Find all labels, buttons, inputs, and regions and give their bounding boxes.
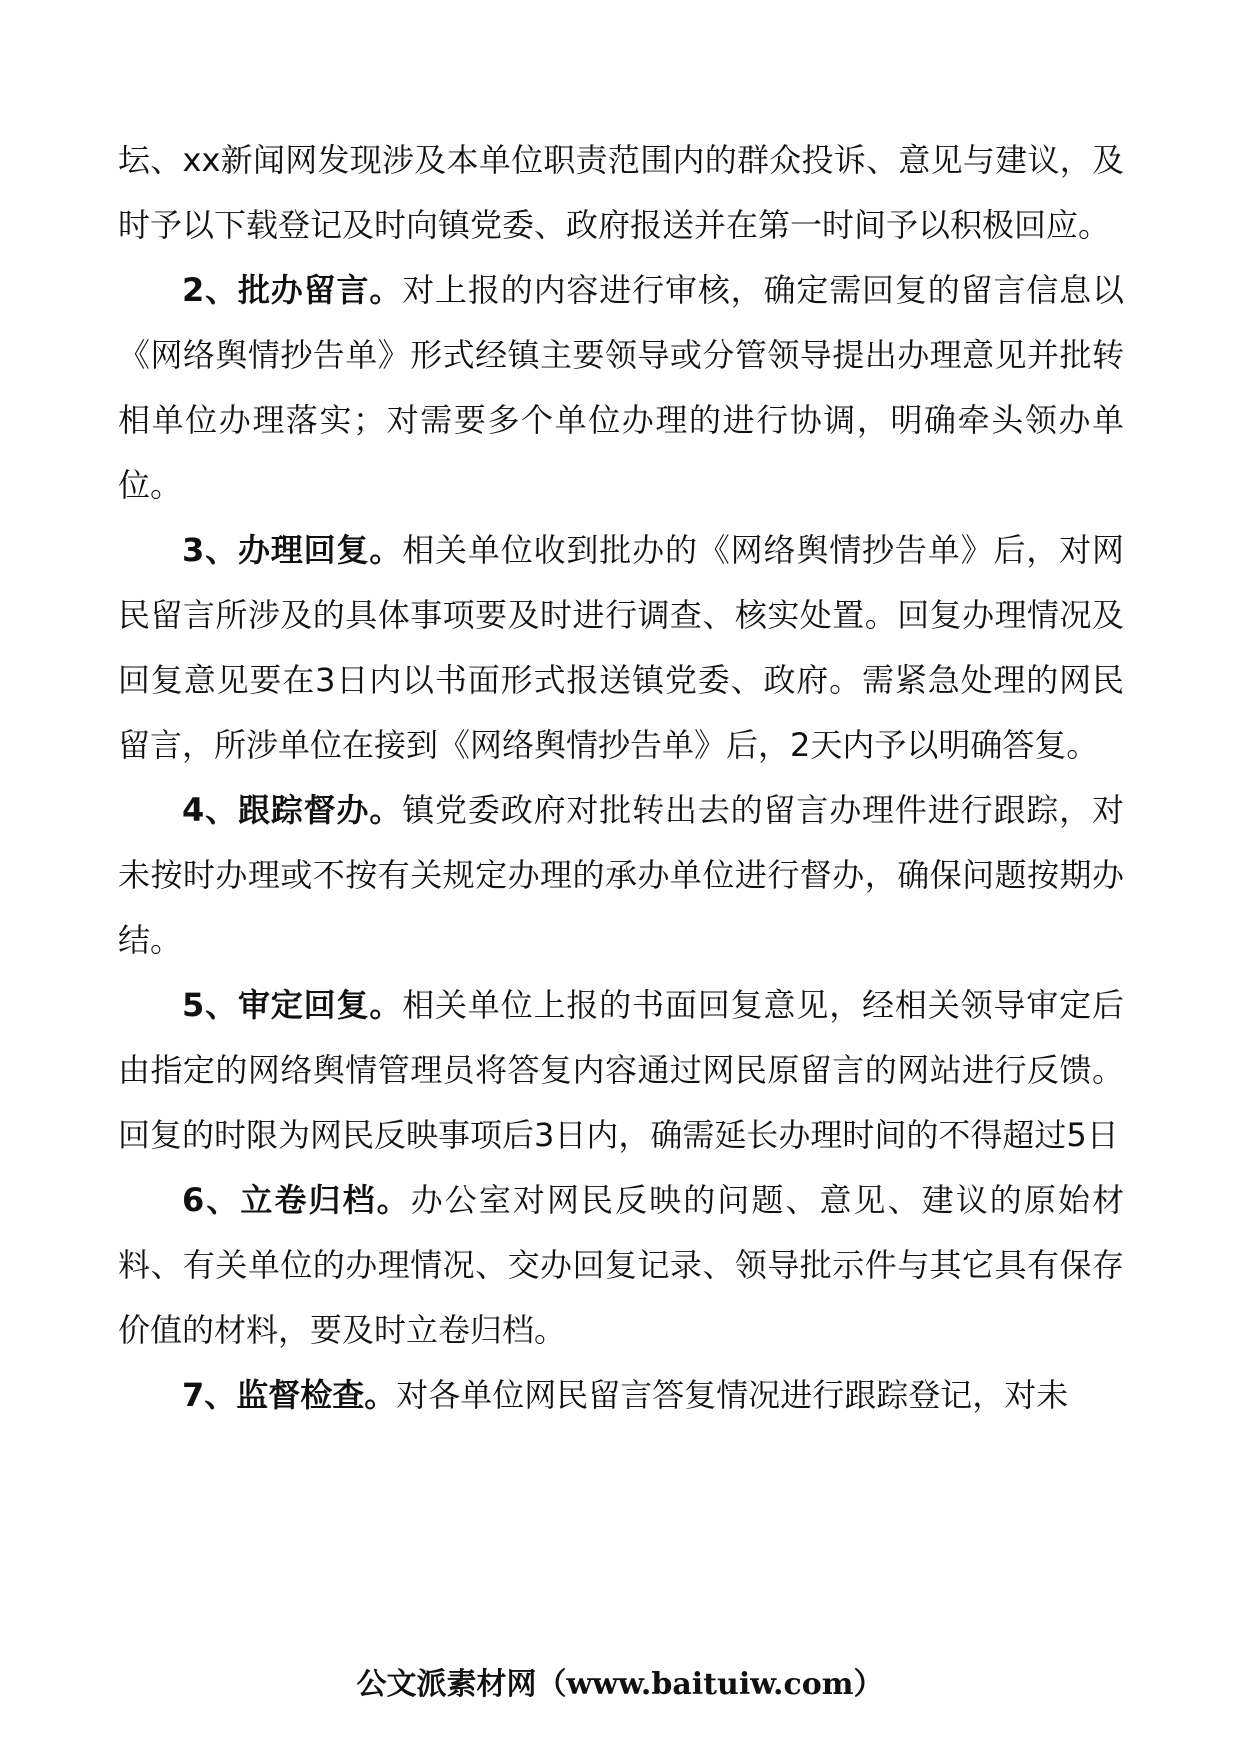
section-paragraph-6 — [118, 1168, 1124, 1363]
section-body-2: 对上报的内容进行审核，确定需回复的留言信息以《网络舆情抄告单》形式经镇主要领导或分管领导提出办理意见并批转相单位办理落实；对需要多个单位办理的进行协调，明确牵头领办单位。 — [118, 271, 1124, 504]
section-heading-3: 3、办理回复。 — [182, 531, 403, 569]
section-heading-5: 5、审定回复。 — [182, 986, 403, 1024]
section-paragraph-7 — [118, 1363, 1124, 1428]
section-paragraph-3 — [118, 518, 1124, 778]
section-paragraph-5 — [118, 973, 1124, 1168]
section-paragraph-2 — [118, 258, 1124, 518]
section-body-3: 相关单位收到批办的《网络舆情抄告单》后，对网民留言所涉及的具体事项要及时进行调查、核实处置。回复办理情况及回复意见要在3日内以书面形式报送镇党委、政府。需紧急处理的网民留言，所涉单位在接到《网络舆情抄告单》后，2天内予以明确答复。 — [118, 531, 1124, 764]
footer-watermark: 公文派素材网（www.baituiw.com） — [356, 1667, 884, 1702]
section-body-6: 办公室对网民反映的问题、意见、建议的原始材料、有关单位的办理情况、交办回复记录、领导批示件与其它具有保存价值的材料，要及时立卷归档。 — [118, 1181, 1124, 1349]
intro-text: 坛、xx新闻网发现涉及本单位职责范围内的群众投诉、意见与建议，及时予以下载登记及时向镇党委、政府报送并在第一时间予以积极回应。 — [118, 141, 1124, 244]
section-heading-6: 6、立卷归档。 — [182, 1181, 411, 1219]
section-heading-2: 2、批办留言。 — [182, 271, 403, 309]
intro-paragraph — [118, 128, 1124, 258]
section-body-5: 相关单位上报的书面回复意见，经相关领导审定后由指定的网络舆情管理员将答复内容通过网民原留言的网站进行反馈。回复的时限为网民反映事项后3日内，确需延长办理时间的不得超过5日 — [118, 986, 1124, 1154]
section-heading-4: 4、跟踪督办。 — [182, 791, 403, 829]
section-paragraph-4 — [118, 778, 1124, 973]
section-body-7: 对各单位网民留言答复情况进行跟踪登记，对未 — [396, 1376, 1069, 1414]
section-heading-7: 7、监督检查。 — [182, 1376, 397, 1414]
document-body — [118, 128, 1124, 1428]
section-body-4: 镇党委政府对批转出去的留言办理件进行跟踪，对未按时办理或不按有关规定办理的承办单位进行督办，确保问题按期办结。 — [118, 791, 1124, 959]
